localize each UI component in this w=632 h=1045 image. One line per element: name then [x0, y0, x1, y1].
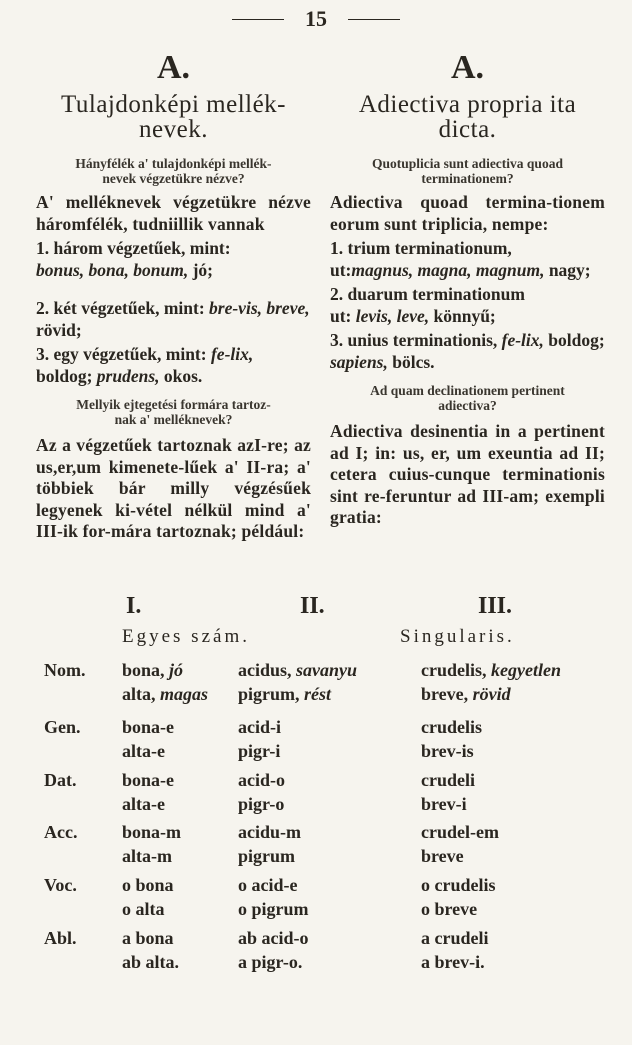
form-cell: o acid-e: [238, 875, 298, 895]
item-text: 1. három végzetűek, mint:: [36, 238, 231, 258]
list-item: [36, 238, 311, 281]
question-line: Hányfélék a' tulajdonképi mellék-: [75, 156, 272, 171]
answer-paragraph: A' melléknevek végzetükre nézve háromfélék, tudniillik vannak: [36, 192, 311, 234]
form-cell: alta-e: [122, 741, 165, 761]
section-title: [36, 92, 311, 142]
latin-example: fe-lix,: [210, 344, 254, 364]
hungarian-meaning: boldog;: [36, 365, 93, 386]
answer-paragraph: Adiectiva desinentia in a pertinent ad I; in: us, er, um exeuntia ad II; cetera cuius-cunque terminationis sint re-feruntur ad III-am; exempli gratia:: [330, 421, 605, 527]
item-text: 1. trium terminationum,: [330, 238, 512, 258]
declension-heading-3: III.: [478, 593, 513, 619]
item-text: 2. két végzetűek, mint:: [36, 298, 205, 318]
list-item: [36, 344, 311, 387]
form-cell: alta-e: [122, 794, 165, 814]
case-label: Abl.: [44, 928, 77, 948]
header-rule-left: [232, 19, 284, 20]
section-title: [330, 92, 605, 142]
list-item: [330, 238, 605, 281]
item-text: 2. duarum terminationum: [330, 284, 525, 304]
item-text: 3. egy végzetűek, mint:: [36, 344, 207, 364]
question-line: nak a' melléknevek?: [114, 412, 233, 427]
hungarian-column: [36, 48, 311, 543]
question: [36, 156, 311, 186]
item-prefix: ut:: [330, 305, 352, 326]
form-cell: pigr-o: [238, 794, 285, 814]
declension-heading-1: I.: [126, 593, 142, 619]
title-line: nevek.: [139, 116, 208, 143]
form-cell: acid-o: [238, 770, 285, 790]
title-line: dicta.: [438, 116, 497, 143]
form-cell: crudelis, kegyetlen: [421, 660, 561, 680]
title-line: Adiectiva propria ita: [358, 91, 577, 118]
form-cell: ab alta.: [122, 952, 180, 972]
form-cell: brev-i: [421, 794, 467, 814]
form-cell: o crudelis: [421, 875, 496, 895]
case-label: Dat.: [44, 770, 77, 790]
latin-example: bonus, bona, bonum,: [36, 259, 189, 280]
header-rule-right: [348, 19, 400, 20]
question: [330, 383, 605, 413]
form-cell: o breve: [421, 899, 478, 919]
item-example: [330, 306, 605, 328]
form-cell: o bona: [122, 875, 174, 895]
form-cell: a bona: [122, 928, 174, 948]
number-heading-hungarian: Egyes szám.: [122, 626, 250, 647]
form-cell: brev-is: [421, 741, 474, 761]
latin-example: levis, leve,: [355, 305, 430, 326]
form-cell: alta-m: [122, 846, 172, 866]
form-cell: a brev-i.: [421, 952, 485, 972]
latin-example: fe-lix,: [501, 330, 544, 350]
question-line: Mellyik ejtegetési formára tartoz-: [76, 397, 271, 412]
latin-example: bre-vis, breve,: [209, 298, 310, 318]
case-label: Voc.: [44, 875, 77, 895]
form-cell: breve, rövid: [421, 684, 511, 704]
case-label: Gen.: [44, 717, 81, 737]
form-cell: crudel-em: [421, 822, 499, 842]
form-cell: pigrum: [238, 846, 296, 866]
question-line: adiectiva?: [438, 398, 497, 413]
latin-example: magnus, magna, magnum,: [351, 259, 545, 280]
case-label: Acc.: [44, 822, 78, 842]
question-line: terminationem?: [421, 171, 514, 186]
latin-column: [330, 48, 605, 529]
form-cell: a pigr-o.: [238, 952, 303, 972]
form-cell: breve: [421, 846, 464, 866]
list-item: [330, 284, 605, 327]
hungarian-meaning: jó;: [192, 259, 213, 280]
hungarian-meaning: nagy;: [548, 259, 591, 280]
form-cell: acidu-m: [238, 822, 301, 842]
form-cell: o alta: [122, 899, 165, 919]
question-line: Quotuplicia sunt adiectiva quoad: [372, 156, 563, 171]
number-heading-latin: Singularis.: [400, 626, 515, 647]
item-example: [330, 260, 605, 282]
hungarian-meaning: boldog;: [548, 330, 605, 350]
title-line: Tulajdonképi mellék-: [60, 91, 287, 118]
case-label: Nom.: [44, 660, 86, 680]
declension-heading-2: II.: [300, 593, 325, 619]
question-line: nevek végzetükre nézve?: [102, 171, 245, 186]
form-cell: pigrum, rést: [238, 684, 332, 704]
hungarian-meaning: könnyű;: [433, 305, 496, 326]
question: [330, 156, 605, 186]
page-header: [0, 6, 632, 32]
list-item: [330, 330, 605, 373]
list-item: [36, 298, 311, 341]
form-cell: o pigrum: [238, 899, 309, 919]
latin-example: prudens,: [96, 365, 160, 386]
hungarian-meaning: bölcs.: [392, 351, 435, 372]
answer-paragraph: Adiectiva quoad termina-tionem eorum sunt triplicia, nempe:: [330, 192, 605, 234]
latin-example: sapiens,: [330, 351, 388, 372]
question: [36, 397, 311, 427]
question-line: Ad quam declinationem pertinent: [370, 383, 565, 398]
form-cell: a crudeli: [421, 928, 489, 948]
answer-paragraph: Az a végzetűek tartoznak azI-re; az us,er,um kimenete-lűek a' II-ra; a' többiek bár milly végzésűek legyenek ki-vétel nélkül mind a' III-ik for-mára tartoznak; például:: [36, 435, 311, 541]
form-cell: alta, magas: [122, 684, 209, 704]
item-prefix: ut:: [330, 259, 352, 280]
form-cell: bona-m: [122, 822, 182, 842]
item-text: 3. unius terminationis,: [330, 330, 498, 350]
form-cell: ab acid-o: [238, 928, 309, 948]
form-cell: pigr-i: [238, 741, 281, 761]
form-cell: bona-e: [122, 770, 175, 790]
form-cell: acidus, savanyu: [238, 660, 358, 680]
item-example: [36, 260, 311, 282]
form-cell: crudeli: [421, 770, 475, 790]
form-cell: acid-i: [238, 717, 281, 737]
section-letter: A.: [156, 49, 191, 86]
hungarian-meaning: rövid;: [36, 319, 82, 340]
form-cell: bona, jó: [122, 660, 184, 680]
hungarian-meaning: okos.: [163, 365, 203, 386]
section-letter: A.: [450, 49, 485, 86]
page-number: 15: [305, 6, 327, 31]
form-cell: bona-e: [122, 717, 175, 737]
form-cell: crudelis: [421, 717, 482, 737]
